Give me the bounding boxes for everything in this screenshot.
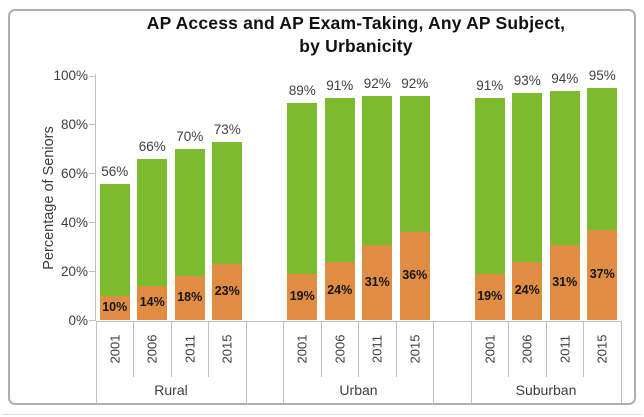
category-separator-line (171, 321, 172, 378)
exam-value-label: 24% (514, 283, 540, 298)
bar-access-segment (550, 91, 580, 245)
y-tick-label: 80% (60, 116, 88, 132)
year-label: 2006 (332, 334, 348, 364)
group-separator-line (621, 321, 622, 405)
category-separator-line (321, 321, 322, 378)
access-value-label: 66% (138, 139, 166, 155)
access-value-label: 95% (588, 68, 616, 84)
chart-title-line1: AP Access and AP Exam-Taking, Any AP Subject, (146, 13, 566, 33)
group-separator-line (96, 321, 97, 405)
year-label: 2011 (369, 335, 385, 363)
exam-value-label: 36% (402, 268, 428, 283)
exam-value-label: 10% (102, 300, 128, 315)
y-tick-label: 40% (60, 214, 88, 230)
category-separator-line (358, 321, 359, 378)
exam-value-label: 19% (477, 289, 503, 304)
group-label: Suburban (515, 382, 577, 398)
category-separator-line (208, 321, 209, 378)
access-value-label: 92% (401, 75, 429, 91)
y-tick-label: 60% (60, 165, 88, 181)
access-value-label: 91% (476, 78, 504, 93)
year-label: 2001 (294, 334, 310, 364)
access-value-label: 70% (176, 129, 204, 145)
y-tick-label: 100% (53, 68, 88, 83)
year-label: 2006 (144, 334, 160, 364)
y-tick-mark (89, 222, 95, 223)
group-separator-line (246, 321, 247, 405)
y-axis-line (95, 74, 96, 321)
y-tick-mark (89, 124, 95, 125)
bar-access-segment (287, 103, 317, 274)
category-separator-line (396, 321, 397, 378)
y-tick-label: 20% (60, 263, 88, 279)
access-value-label: 73% (213, 122, 241, 137)
bar-access-segment (325, 98, 355, 262)
bar-access-segment (400, 96, 430, 233)
access-value-label: 56% (101, 163, 129, 179)
category-separator-line (546, 321, 547, 378)
category-separator-line (583, 321, 584, 378)
bar-access-segment (100, 184, 130, 296)
year-label: 2015 (594, 334, 610, 364)
bar-access-segment (475, 98, 505, 274)
y-axis-title: Percentage of Seniors (41, 126, 57, 270)
bar-access-segment (137, 159, 167, 286)
exam-value-label: 14% (139, 295, 165, 310)
y-tick-label: 0% (68, 312, 88, 328)
group-separator-line (283, 321, 284, 405)
year-label: 2001 (107, 334, 123, 364)
access-value-label: 91% (326, 78, 354, 93)
group-separator-line (471, 321, 472, 405)
exam-value-label: 24% (327, 283, 353, 298)
exam-value-label: 19% (289, 289, 315, 304)
access-value-label: 93% (513, 73, 541, 89)
year-label: 2011 (182, 335, 198, 363)
y-tick-mark (89, 320, 95, 321)
bar-access-segment (212, 142, 242, 264)
bar-access-segment (362, 96, 392, 245)
y-tick-mark (89, 76, 95, 77)
group-label: Urban (339, 382, 378, 398)
group-label: Rural (154, 382, 188, 398)
year-label: 2001 (482, 334, 498, 364)
category-separator-line (133, 321, 134, 378)
bottom-edge-line (2, 414, 642, 415)
year-label: 2011 (557, 335, 573, 363)
category-separator-line (508, 321, 509, 378)
access-value-label: 94% (551, 70, 579, 86)
year-label: 2015 (219, 334, 235, 364)
bar-access-segment (512, 93, 542, 262)
access-value-label: 89% (288, 82, 316, 98)
year-label: 2006 (519, 334, 535, 364)
group-separator-line (433, 321, 434, 405)
bar-access-segment (175, 149, 205, 276)
year-label: 2015 (407, 334, 423, 364)
access-value-label: 92% (363, 75, 391, 91)
chart-title (68, 12, 644, 58)
chart-title-line2: by Urbanicity (299, 36, 413, 56)
bar-access-segment (587, 88, 617, 230)
exam-value-label: 18% (177, 290, 203, 305)
exam-value-label: 23% (214, 284, 240, 299)
exam-value-label: 37% (589, 267, 615, 282)
exam-value-label: 31% (364, 274, 390, 289)
exam-value-label: 31% (552, 274, 578, 289)
y-tick-mark (89, 271, 95, 272)
